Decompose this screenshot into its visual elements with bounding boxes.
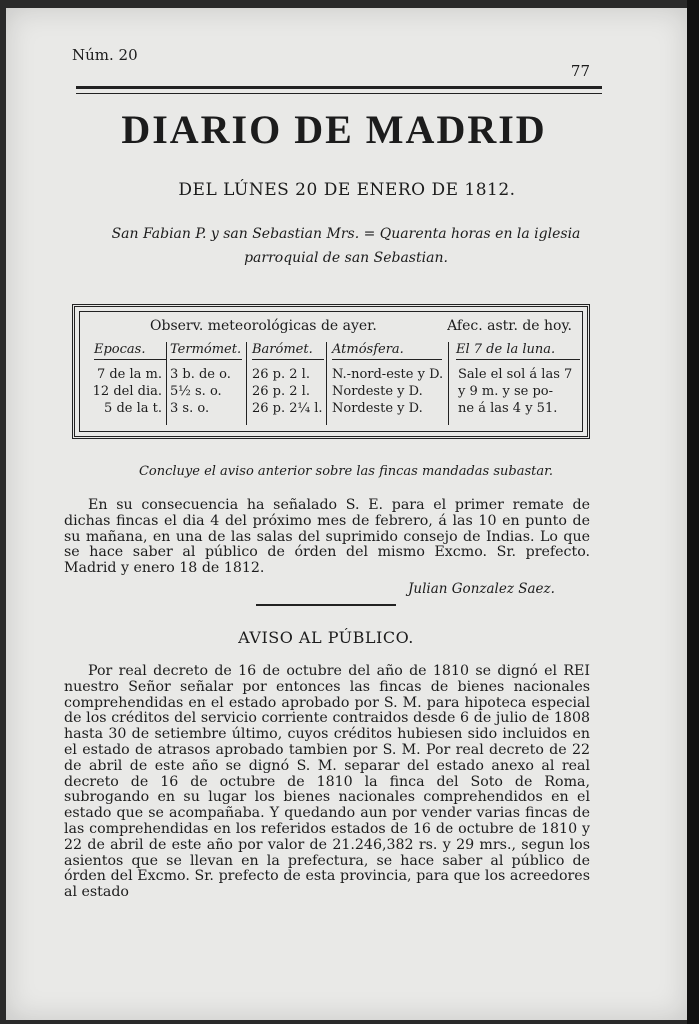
saints-of-day [76,222,616,270]
col-header-luna: El 7 de la luna. [456,342,580,360]
table-cell: 5½ s. o. [170,384,222,399]
aviso-paragraph: Por real decreto de 16 de octubre del año de 1810 se dignó el REI nuestro Señor señalar por entonces las fincas de bienes nacionales comprehendidas en el estado aprobado por S. M. para hipoteca especial de los créditos del servicio corriente contraidos desde 6 de julio de 1808 hasta 30 de setiembre último, cuyos créditos hubiesen sido incluidos en el estado de atrasos aprobado tambien por S. M. Por real decreto de 22 de abril de este año se dignó S. M. separar del estado anexo al real decreto de 16 de octubre de 1810 la finca del Soto de Roma, subrogando en su lugar los bienes nacionales comprehendidos en el estado que se acompañaba. Y quedando aun por vender varias fincas de las comprehendidas en los referidos estados de 16 de octubre de 1810 y 22 de abril de este año por valor de 21.246,382 rs. y 29 mrs., segun los asientos que se llevan en la prefectura, se hace saber al público de órden del Excmo. Sr. prefecto de esta provincia, para que los acreedores al estado [64,663,590,901]
notice-paragraph: En su consecuencia ha señalado S. E. para el primer remate de dichas fincas el dia 4 del próximo mes de febrero, á las 10 en punto de su mañana, en una de las salas del suprimido consejo de Indias. Lo que se hace saber al público de órden del mismo Excmo. Sr. prefecto. Madrid y enero 18 de 1812. [64,497,590,577]
epocas-cell [92,366,162,417]
table-cell: 26 p. 2¼ l. [252,401,323,416]
weather-table-title: Observ. meteorológicas de ayer. [150,318,377,334]
aviso-heading: AVISO AL PÚBLICO. [238,628,414,647]
scan-edge [687,0,699,1024]
signature: Julian Gonzalez Saez. [408,581,555,597]
page-folio: 77 [570,62,590,80]
table-cell: Nordeste y D. [332,401,423,416]
table-cell: 3 b. de o. [170,367,231,382]
barometro-cell [252,366,332,417]
col-header-atmosfera: Atmósfera. [332,342,442,360]
weather-table-frame [79,311,583,432]
section-divider [256,604,396,606]
table-cell: N.-nord-este y D. [332,367,444,382]
atmosfera-cell [332,366,450,417]
saints-line-1: San Fabian P. y san Sebastian Mrs. = Quarenta horas en la iglesia [111,226,581,242]
header-rule [76,86,602,89]
astro-table-title: Afec. astr. de hoy. [447,318,572,334]
table-cell: ne á las 4 y 51. [458,401,558,416]
col-header-termometro: Termómet. [170,342,242,360]
saints-line-2: parroquial de san Sebastian. [244,250,448,266]
masthead-title: DIARIO DE MADRID [121,107,547,152]
table-cell: y 9 m. y se po- [458,384,553,399]
section-intro: Concluye el aviso anterior sobre las fincas mandadas subastar. [138,464,554,479]
luna-cell [458,366,582,417]
table-cell: 26 p. 2 l. [252,384,310,399]
termometro-cell [170,366,248,417]
table-cell: Nordeste y D. [332,384,423,399]
table-cell: Sale el sol á las 7 [458,367,573,382]
dateline: DEL LÚNES 20 DE ENERO DE 1812. [178,180,516,200]
header-rule-thin [76,93,602,94]
newspaper-page [6,8,688,1020]
column-divider [166,342,167,425]
issue-number: Núm. 20 [72,46,138,64]
table-cell: 7 de la m. [96,367,162,382]
col-header-barometro: Barómet. [252,342,324,360]
col-header-epocas: Epocas. [94,342,166,360]
weather-table [72,304,590,439]
table-cell: 5 de la t. [104,401,162,416]
table-cell: 26 p. 2 l. [252,367,310,382]
table-cell: 3 s. o. [170,401,210,416]
table-cell: 12 del dia. [92,384,162,399]
